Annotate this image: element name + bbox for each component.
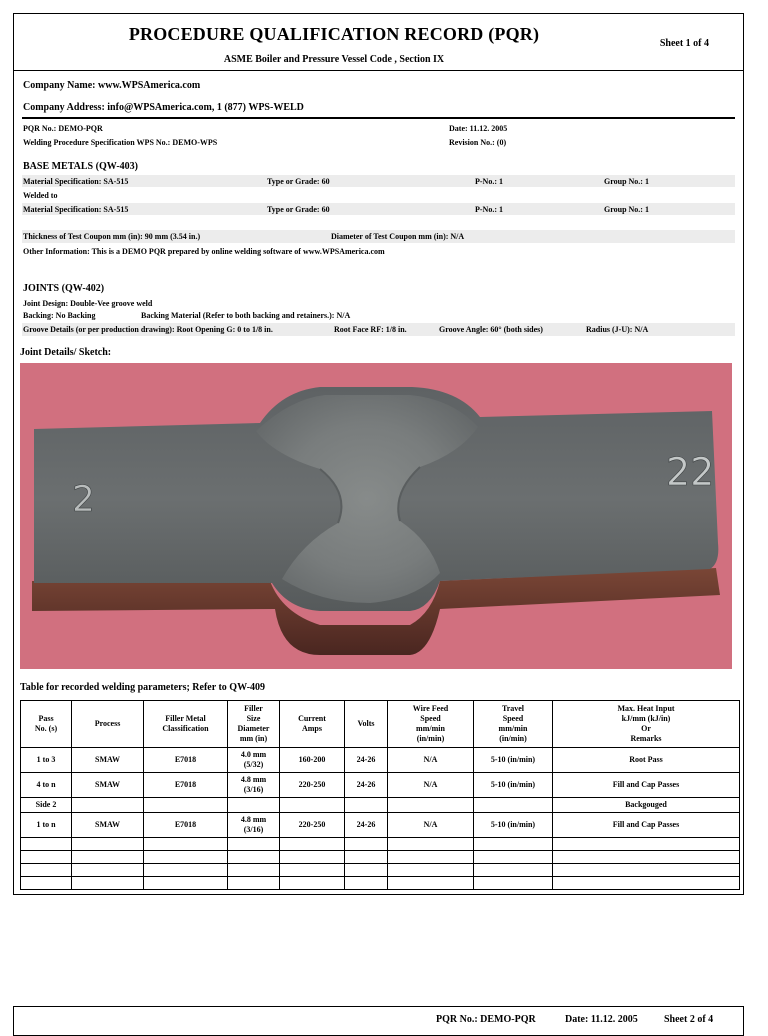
cell-travel-speed <box>474 864 553 877</box>
cell-filler-class: E7018 <box>144 813 228 838</box>
cell-travel-speed: 5-10 (in/min) <box>474 813 553 838</box>
cell-wire-feed <box>388 864 474 877</box>
cell-volts: 24-26 <box>345 773 388 798</box>
cell-filler-class <box>144 838 228 851</box>
cell-heat-input: Fill and Cap Passes <box>553 773 740 798</box>
joints-heading: JOINTS (QW-402) <box>23 283 105 294</box>
pqr-date: Date: 11.12. 2005 <box>449 124 508 133</box>
page-subtitle: ASME Boiler and Pressure Vessel Code , Section IX <box>223 54 445 65</box>
cell-current <box>280 864 345 877</box>
cell-travel-speed <box>474 798 553 813</box>
wps-number: Welding Procedure Specification WPS No.: DEMO-WPS <box>23 138 218 147</box>
cell-heat-input <box>553 877 740 890</box>
cell-current: 220-250 <box>280 813 345 838</box>
cell-filler-size: 4.0 mm (5/32) <box>228 748 280 773</box>
table-row <box>21 773 740 798</box>
cell-filler-size: 4.8 mm (3/16) <box>228 773 280 798</box>
weld-macro-photo <box>20 363 732 669</box>
root-face: Root Face RF: 1/8 in. <box>334 325 407 334</box>
cell-heat-input: Backgouged <box>553 798 740 813</box>
cell-current: 220-250 <box>280 773 345 798</box>
header-heat-input: Max. Heat Input kJ/mm (kJ/in) Or Remarks <box>553 701 740 748</box>
other-information: Other Information: This is a DEMO PQR prepared by online welding software of www.WPSAmerica.com <box>23 247 385 256</box>
pqr-sheet <box>13 13 744 895</box>
footer-date: Date: 11.12. 2005 <box>565 1014 638 1025</box>
header-volts: Volts <box>345 701 388 748</box>
cell-pass-no <box>21 877 72 890</box>
table-row <box>21 877 740 890</box>
cell-pass-no: Side 2 <box>21 798 72 813</box>
cell-pass-no: 1 to n <box>21 813 72 838</box>
header-travel-speed: Travel Speed mm/min (in/min) <box>474 701 553 748</box>
cell-travel-speed: 5-10 (in/min) <box>474 748 553 773</box>
cell-volts <box>345 798 388 813</box>
group-2: Group No.: 1 <box>604 205 649 214</box>
cell-travel-speed <box>474 851 553 864</box>
cell-filler-size <box>228 877 280 890</box>
next-sheet-footer <box>13 1006 744 1036</box>
backing: Backing: No Backing <box>23 311 96 320</box>
table-row <box>21 838 740 851</box>
header-process: Process <box>72 701 144 748</box>
title-band <box>14 14 743 71</box>
cell-current <box>280 877 345 890</box>
material-spec-1: Material Specification: SA-515 <box>23 177 129 186</box>
cell-travel-speed: 5-10 (in/min) <box>474 773 553 798</box>
cell-filler-class: E7018 <box>144 748 228 773</box>
groove-angle: Groove Angle: 60° (both sides) <box>439 325 543 334</box>
groove-details: Groove Details (or per production drawing): Root Opening G: 0 to 1/8 in. <box>23 325 273 334</box>
header-wire-feed: Wire Feed Speed mm/min (in/min) <box>388 701 474 748</box>
cell-pass-no <box>21 851 72 864</box>
cell-wire-feed <box>388 851 474 864</box>
cell-volts <box>345 877 388 890</box>
cell-pass-no <box>21 864 72 877</box>
footer-pqr-number: PQR No.: DEMO-PQR <box>436 1014 536 1025</box>
cell-process <box>72 851 144 864</box>
grade-1: Type or Grade: 60 <box>267 177 330 186</box>
cell-process <box>72 864 144 877</box>
cell-volts <box>345 838 388 851</box>
cell-current: 160-200 <box>280 748 345 773</box>
cell-process <box>72 798 144 813</box>
header-filler-class: Filler Metal Classification <box>144 701 228 748</box>
cell-wire-feed <box>388 798 474 813</box>
sheet-number: Sheet 1 of 4 <box>659 38 709 49</box>
cell-heat-input: Root Pass <box>553 748 740 773</box>
table-row <box>21 798 740 813</box>
table-row <box>21 813 740 838</box>
cell-heat-input <box>553 864 740 877</box>
cell-wire-feed: N/A <box>388 773 474 798</box>
cell-heat-input: Fill and Cap Passes <box>553 813 740 838</box>
cell-volts: 24-26 <box>345 813 388 838</box>
cell-filler-size <box>228 851 280 864</box>
radius: Radius (J-U): N/A <box>586 325 649 334</box>
table-row <box>21 864 740 877</box>
table-header-row <box>21 701 740 748</box>
divider <box>22 117 735 119</box>
page-title: PROCEDURE QUALIFICATION RECORD (PQR) <box>128 24 540 44</box>
revision-number: Revision No.: (0) <box>449 138 507 147</box>
cell-current <box>280 798 345 813</box>
cell-filler-class <box>144 877 228 890</box>
cell-volts <box>345 851 388 864</box>
table-row <box>21 851 740 864</box>
welded-to-label: Welded to <box>23 191 58 200</box>
weld-coupon-image <box>20 363 732 669</box>
cell-pass-no <box>21 838 72 851</box>
cell-wire-feed: N/A <box>388 813 474 838</box>
cell-process: SMAW <box>72 813 144 838</box>
cell-process <box>72 877 144 890</box>
cell-heat-input <box>553 851 740 864</box>
cell-pass-no: 4 to n <box>21 773 72 798</box>
cell-wire-feed: N/A <box>388 748 474 773</box>
coupon-thickness: Thickness of Test Coupon mm (in): 90 mm (3.54 in.) <box>23 232 201 241</box>
cell-travel-speed <box>474 838 553 851</box>
grade-2: Type or Grade: 60 <box>267 205 330 214</box>
company-name: Company Name: www.WPSAmerica.com <box>23 80 201 91</box>
params-table-caption: Table for recorded welding parameters; Refer to QW-409 <box>20 682 266 693</box>
cell-filler-size <box>228 798 280 813</box>
table-row <box>21 748 740 773</box>
cell-filler-size: 4.8 mm (3/16) <box>228 813 280 838</box>
cell-wire-feed <box>388 838 474 851</box>
pno-1: P-No.: 1 <box>475 177 503 186</box>
cell-filler-class: E7018 <box>144 773 228 798</box>
cell-heat-input <box>553 838 740 851</box>
cell-filler-class <box>144 851 228 864</box>
cell-filler-class <box>144 798 228 813</box>
header-pass-no: Pass No. (s) <box>21 701 72 748</box>
cell-filler-size <box>228 838 280 851</box>
pno-2: P-No.: 1 <box>475 205 503 214</box>
base-metals-heading: BASE METALS (QW-403) <box>23 161 139 172</box>
cell-process: SMAW <box>72 773 144 798</box>
cell-process: SMAW <box>72 748 144 773</box>
cell-current <box>280 838 345 851</box>
cell-volts: 24-26 <box>345 748 388 773</box>
header-filler-size: Filler Size Diameter mm (in) <box>228 701 280 748</box>
cell-current <box>280 851 345 864</box>
company-address: Company Address: info@WPSAmerica.com, 1 (877) WPS-WELD <box>23 102 304 113</box>
sketch-heading: Joint Details/ Sketch: <box>20 347 112 358</box>
header-current: Current Amps <box>280 701 345 748</box>
backing-material: Backing Material (Refer to both backing and retainers.): N/A <box>141 311 351 320</box>
group-1: Group No.: 1 <box>604 177 649 186</box>
welding-parameters-table <box>20 700 740 890</box>
cell-volts <box>345 864 388 877</box>
joint-design: Joint Design: Double-Vee groove weld <box>23 299 153 308</box>
pqr-number: PQR No.: DEMO-PQR <box>23 124 103 133</box>
footer-sheet: Sheet 2 of 4 <box>664 1014 714 1025</box>
cell-filler-size <box>228 864 280 877</box>
coupon-mark-left: 2 <box>72 479 95 520</box>
coupon-diameter: Diameter of Test Coupon mm (in): N/A <box>331 232 465 241</box>
cell-wire-feed <box>388 877 474 890</box>
coupon-mark-right: 22 <box>666 450 715 494</box>
material-spec-2: Material Specification: SA-515 <box>23 205 129 214</box>
cell-filler-class <box>144 864 228 877</box>
cell-pass-no: 1 to 3 <box>21 748 72 773</box>
cell-process <box>72 838 144 851</box>
cell-travel-speed <box>474 877 553 890</box>
